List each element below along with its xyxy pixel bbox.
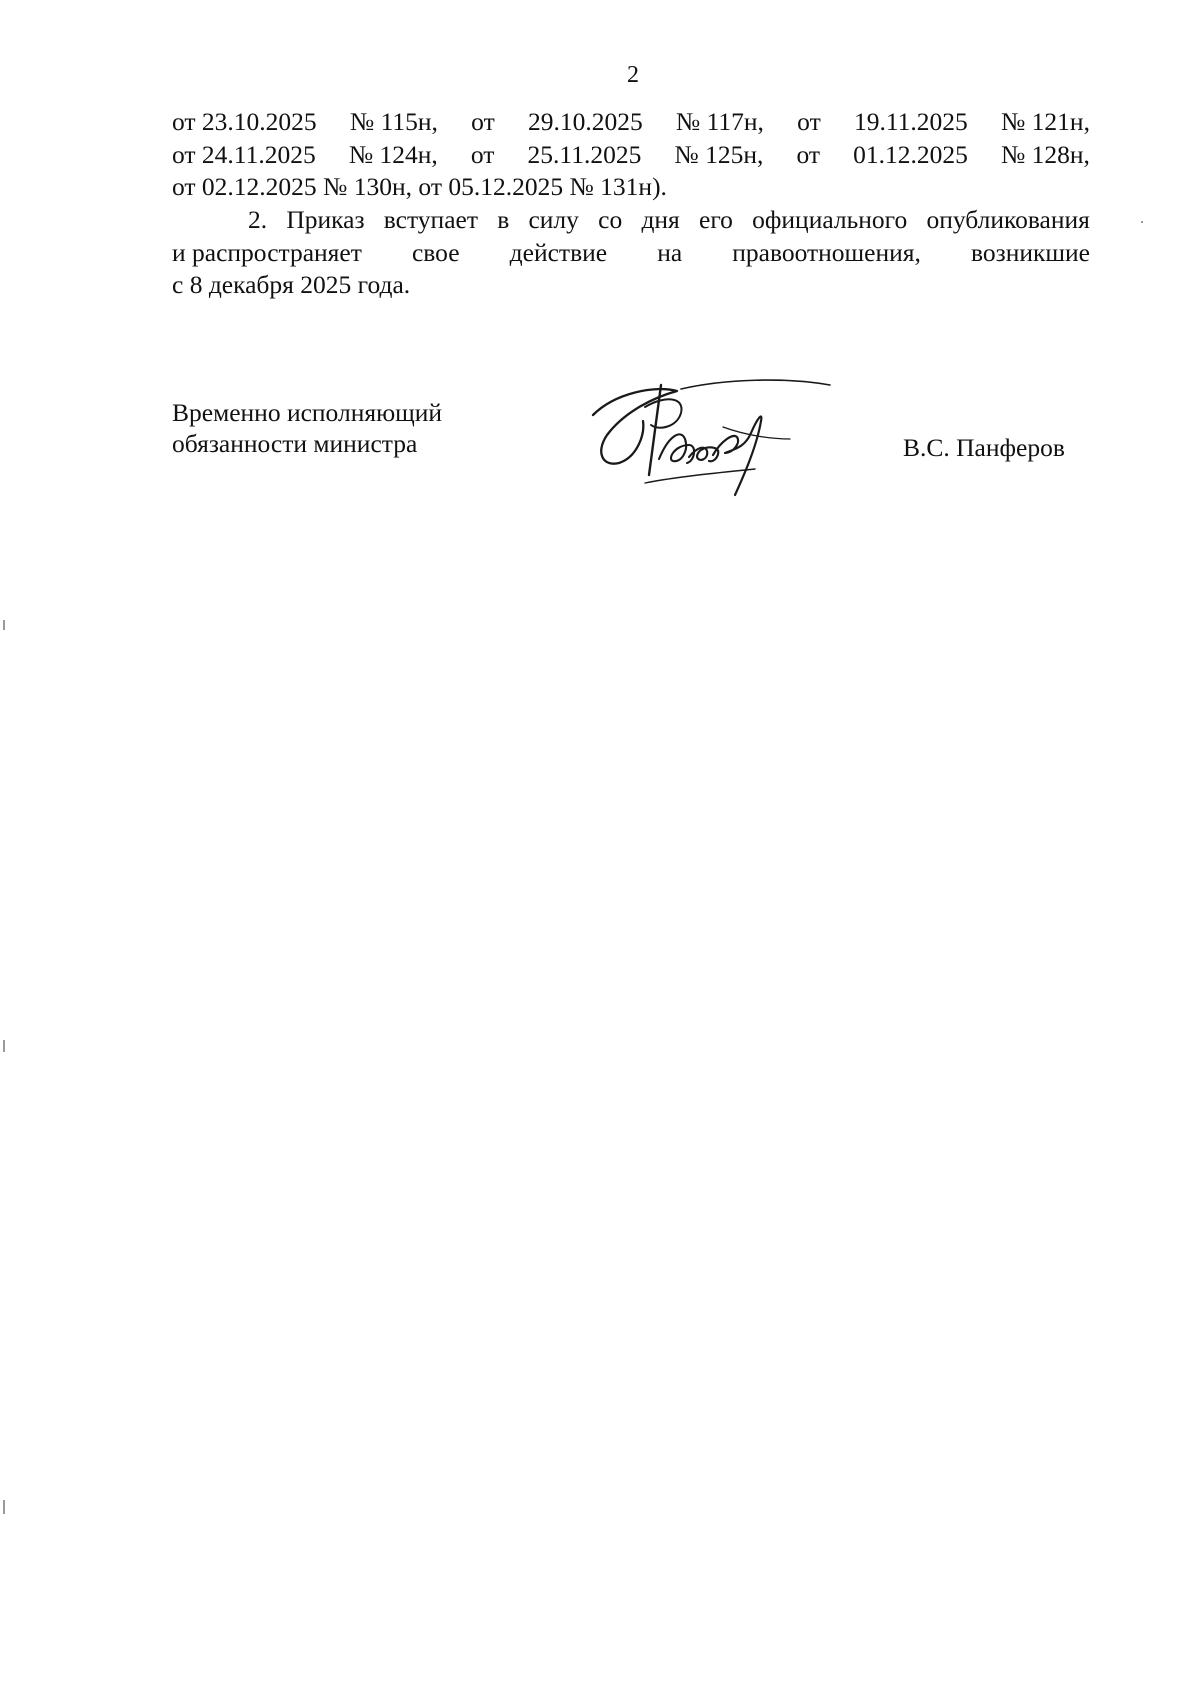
position-line: обязанности министра [172,429,418,458]
scan-artifact [3,1500,5,1514]
paragraph-line: 2. Приказ вступает в силу со дня его официального опубликования [248,205,1090,234]
position-line: Временно исполняющий [172,398,443,427]
handwritten-signature [585,375,840,505]
paragraph-line: от 23.10.2025 № 115н, от 29.10.2025 № 117н, от 19.11.2025 № 121н, [172,107,1090,136]
paragraph-line: с 8 декабря 2025 года. [172,270,411,299]
signatory-name: В.С. Панферов [903,433,1065,462]
page-number: 2 [627,62,639,88]
paragraph-continuation [172,106,1090,204]
signatory-position [172,397,442,459]
paragraph-line: от 24.11.2025 № 124н, от 25.11.2025 № 125н, от 01.12.2025 № 128н, [172,139,1090,169]
paragraph-line: от 02.12.2025 № 130н, от 05.12.2025 № 131н). [172,172,667,201]
scan-artifact [1141,221,1143,223]
paragraph-line: и распространяет свое действие на правоотношения, возникшие [172,237,1090,267]
scan-artifact [3,1040,5,1052]
paragraph-2 [172,204,1090,302]
scan-artifact [3,620,5,630]
